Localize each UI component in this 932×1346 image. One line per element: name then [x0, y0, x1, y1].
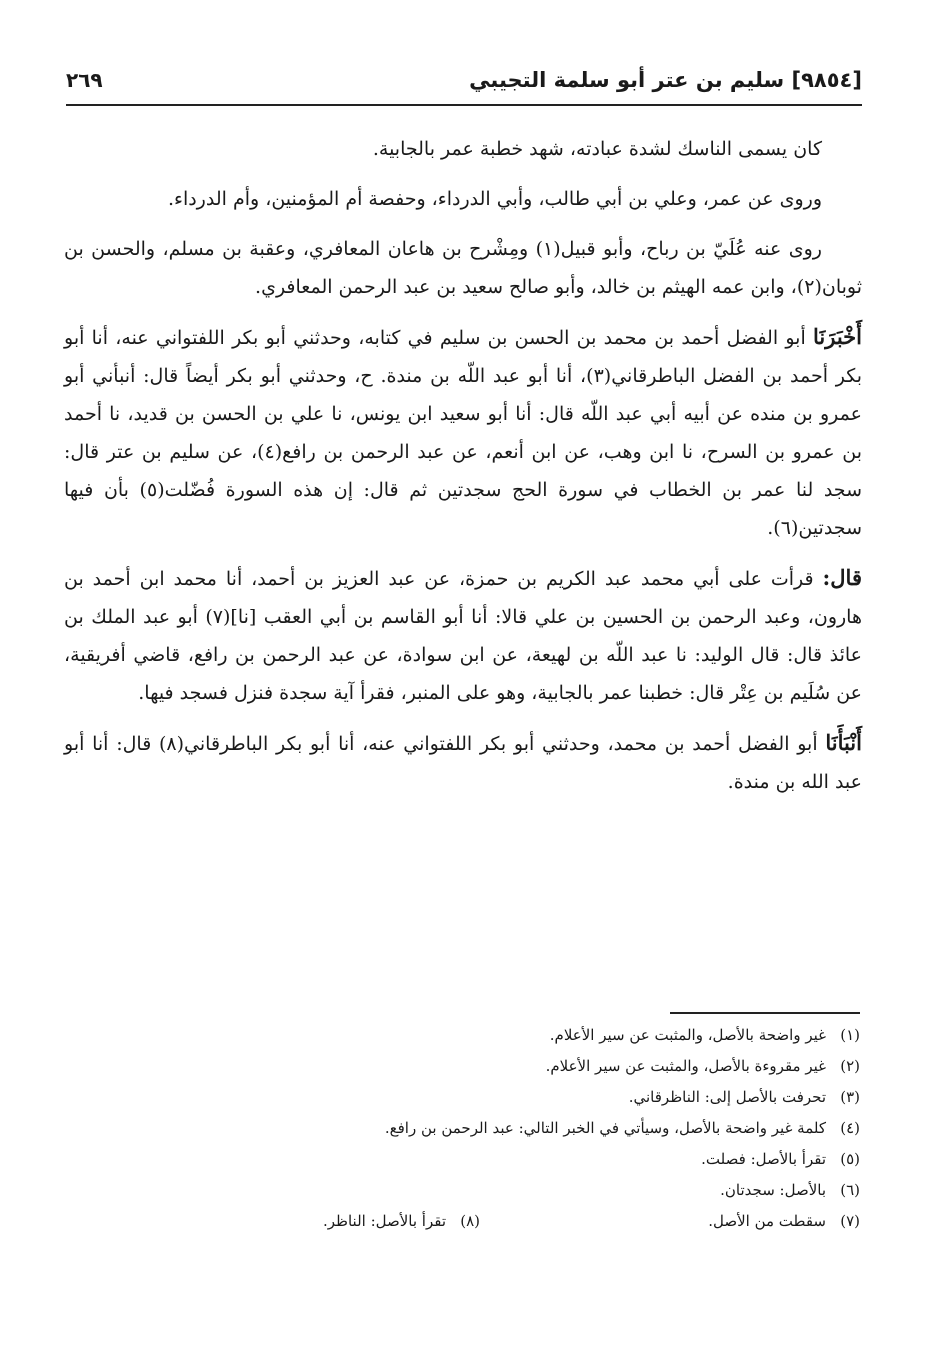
footnote-text: تقرأ بالأصل: الناظر. — [322, 1212, 446, 1230]
page-header — [66, 64, 862, 106]
footnotes — [64, 1020, 860, 1237]
footnote-text: كلمة غير واضحة بالأصل، وسيأتي في الخبر التالي: عبد الرحمن بن رافع. — [384, 1119, 826, 1137]
footnote-number: (٥) — [840, 1150, 860, 1168]
footnote — [323, 1206, 480, 1237]
paragraph-text: أبو الفضل أحمد بن محمد، وحدثني أبو بكر اللفتواني عنه، أنا أبو بكر الباطرقاني(٨) قال: أنا أبو عبد الله بن مندة. — [64, 733, 862, 793]
footnote — [64, 1175, 860, 1206]
footnote-text: سقطت من الأصل. — [708, 1212, 826, 1230]
footnote-number: (٢) — [840, 1057, 860, 1075]
footnote-text: بالأصل: سجدتان. — [720, 1181, 826, 1199]
paragraph — [64, 724, 862, 801]
lead-word: أَنْبَأَنَا — [825, 730, 862, 755]
page-number: ٢٦٩ — [66, 68, 103, 92]
paragraph — [64, 559, 862, 712]
footnote — [64, 1020, 860, 1051]
footnote-text: غير مقروءة بالأصل، والمثبت عن سير الأعلام. — [545, 1057, 826, 1075]
footnote — [64, 1051, 860, 1082]
running-title: [٩٨٥٤] سليم بن عتر أبو سلمة التجيبي — [469, 68, 862, 92]
lead-word: أَخْبَرَنَا — [813, 324, 862, 349]
paragraph: روى عنه عُلَيّ بن رباح، وأبو قبيل(١) ومِشْرح بن هاعان المعافري، وعقبة بن مسلم، والحسن بن ثوبان(٢)، وابن عمه الهيثم بن خالد، وأبو صالح سعيد بن عبد الرحمن المعافري. — [64, 238, 862, 298]
paragraph — [64, 318, 862, 547]
footnote — [64, 1144, 860, 1175]
footnote-text: تحرفت بالأصل إلى: الناظرقاني. — [628, 1088, 826, 1106]
footnote-number: (٦) — [840, 1181, 860, 1199]
footnote-text: تقرأ بالأصل: فصلت. — [701, 1150, 826, 1168]
paragraph: كان يسمى الناسك لشدة عبادته، شهد خطبة عمر بالجابية. — [372, 138, 822, 160]
footnote-number: (٧) — [840, 1212, 860, 1230]
main-text — [64, 130, 862, 813]
footnote-number: (٤) — [840, 1119, 860, 1137]
paragraph: وروى عن عمر، وعلي بن أبي طالب، وأبي الدرداء، وحفصة أم المؤمنين، وأم الدرداء. — [167, 188, 822, 210]
paragraph-text: قرأت على أبي محمد عبد الكريم بن حمزة، عن عبد العزيز بن أحمد، أنا محمد ابن أحمد بن هارون، وعبد الرحمن بن الحسين بن علي قالا: أنا أبو القاسم بن أبي العقب [نا](٧) أبو عبد الملك بن عائذ قال: قال الوليد: نا عبد اللّه بن لهيعة، عن ابن سوادة، عن عبد الرحمن بن رافع، قاضي أفريقية، عن سُلَيم بن عِتْر قال: خطبنا عمر بالجابية، وهو على المنبر، فقرأ آية سجدة فنزل فسجد فيها. — [64, 568, 862, 704]
footnote — [708, 1206, 860, 1237]
footnote-number: (١) — [840, 1026, 860, 1044]
footnote — [64, 1082, 860, 1113]
footnote-row — [64, 1206, 860, 1237]
footnote-text: غير واضحة بالأصل، والمثبت عن سير الأعلام. — [549, 1026, 826, 1044]
paragraph-text: أبو الفضل أحمد بن محمد بن الحسن بن سليم في كتابه، وحدثني أبو بكر اللفتواني عنه، أنا أبو بكر أحمد بن الفضل الباطرقاني(٣)، أنا أبو عبد اللّه بن مندة. ح، وحدثني أبو بكر أيضاً قال: أنبأني أبو عمرو بن منده عن أبيه أبي عبد اللّه قال: أنا أبو سعيد ابن يونس، نا علي بن الحسن بن قديد، نا أحمد بن عمرو بن السرح، نا ابن وهب، عن ابن أنعم، عن عبد الرحمن بن رافع(٤)، عن سليم بن عتر قال: سجد لنا عمر بن الخطاب في سورة الحج سجدتين ثم قال: إن هذه السورة فُضّلت(٥) بأن فيها سجدتين(٦). — [64, 327, 862, 539]
lead-word: قال: — [822, 565, 862, 590]
footnote-number: (٣) — [840, 1088, 860, 1106]
footnote-divider — [670, 1012, 860, 1014]
footnote — [64, 1113, 860, 1144]
footnote-number: (٨) — [460, 1212, 480, 1230]
